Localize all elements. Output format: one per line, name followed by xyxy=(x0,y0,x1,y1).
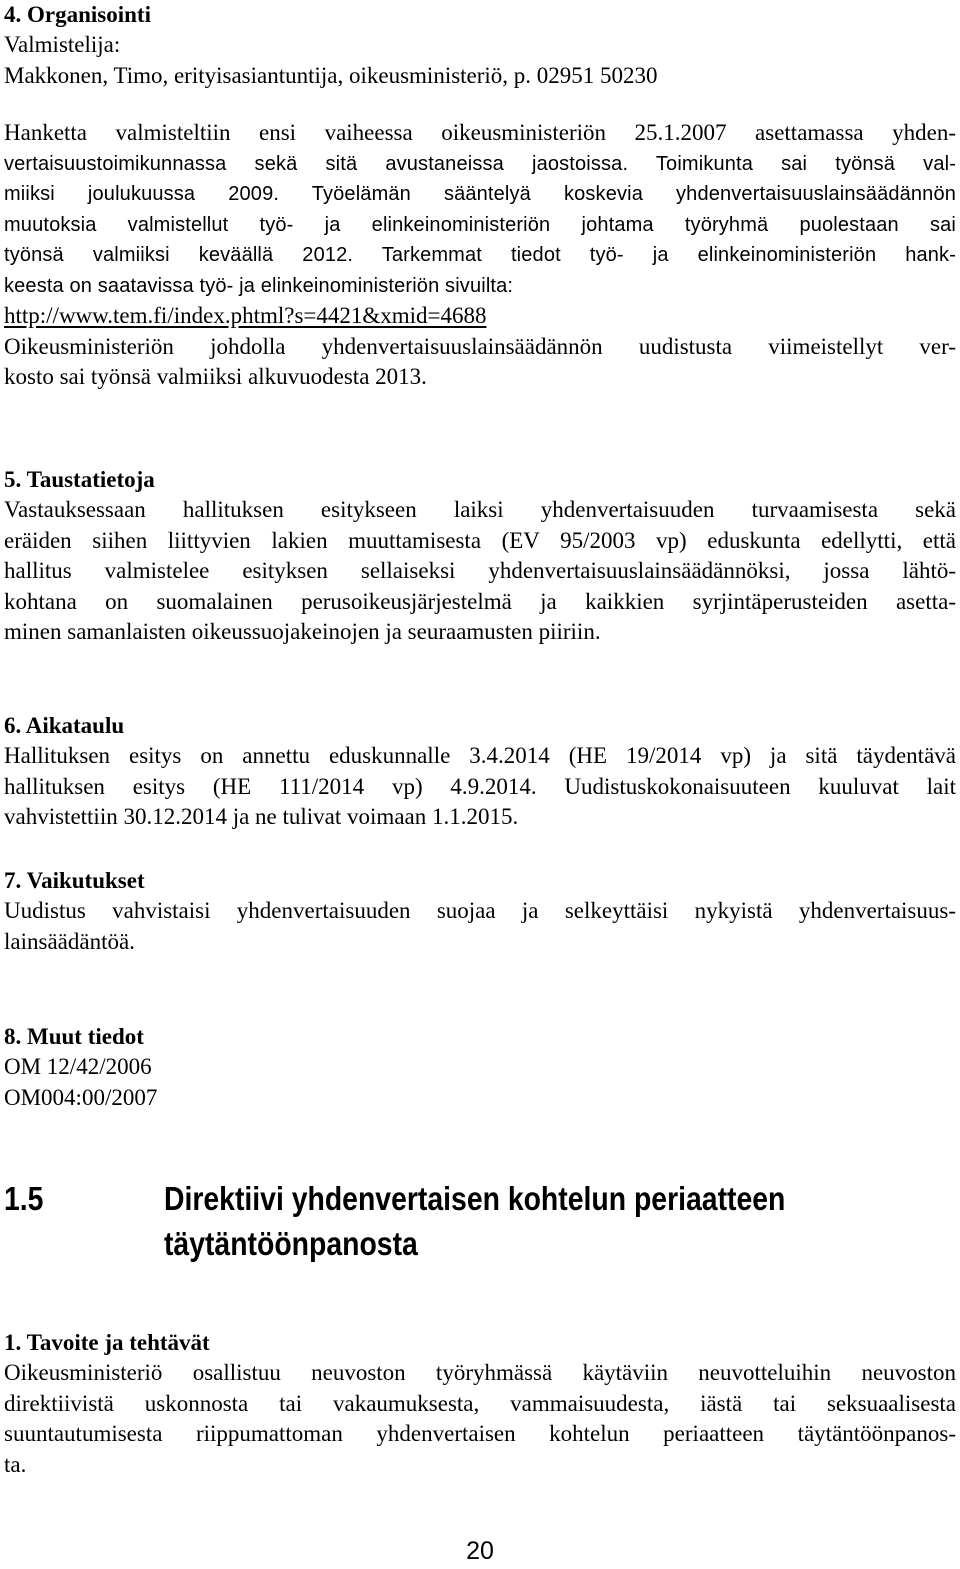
section-vaikutukset xyxy=(4,866,956,957)
paragraph-line: hallituksen esitys (HE 111/2014 vp) 4.9.2014. Uudistuskokonaisuuteen kuuluvat lait xyxy=(4,773,956,799)
section-heading: 1. Tavoite ja tehtävät xyxy=(4,1330,210,1355)
section-heading: 8. Muut tiedot xyxy=(4,1024,144,1049)
reference-number: OM 12/42/2006 xyxy=(4,1054,152,1079)
section-muut-tiedot xyxy=(4,1022,956,1113)
section-aikataulu xyxy=(4,711,956,833)
paragraph-line: lainsäädäntöä. xyxy=(4,928,135,954)
paragraph-line: työnsä valmiiksi keväällä 2012. Tarkemmat tiedot työ- ja elinkeinoministeriön hank- xyxy=(4,244,956,266)
preparer-info: Makkonen, Timo, erityisasiantuntija, oikeusministeriö, p. 02951 50230 xyxy=(4,62,658,88)
section-heading: 4. Organisointi xyxy=(4,2,151,27)
paragraph-line: eräiden siihen liittyvien lakien muuttamisesta (EV 95/2003 vp) eduskunta edellytti, että xyxy=(4,527,956,553)
link-line xyxy=(4,301,956,332)
page-number: 20 xyxy=(466,1537,494,1565)
paragraph-line: Uudistus vahvistaisi yhdenvertaisuuden suojaa ja selkeyttäisi nykyistä yhdenvertaisuus- xyxy=(4,898,956,923)
section-tavoite xyxy=(4,1328,956,1480)
paragraph-line: kosto sai työnsä valmiiksi alkuvuodesta 2013. xyxy=(4,364,427,389)
paragraph-line: miiksi joulukuussa 2009. Työelämän sääntelyä koskevia yhdenvertaisuuslainsäädännön xyxy=(4,183,956,205)
paragraph-line: direktiivistä uskonnosta tai vakaumuksesta, vammaisuudesta, iästä tai seksuaalisesta xyxy=(4,1390,956,1416)
paragraph-line: vertaisuustoimikunnassa sekä sitä avustaneissa jaostoissa. Toimikunta sai työnsä val- xyxy=(4,152,956,175)
paragraph-line: suuntautumisesta riippumattoman yhdenvertaisen kohtelun periaatteen täytäntöönpanos- xyxy=(4,1421,956,1446)
tem-project-link[interactable]: http://www.tem.fi/index.phtml?s=4421&xmid=4688 xyxy=(4,303,487,328)
paragraph-line: Oikeusministeriön johdolla yhdenvertaisuuslainsäädännön uudistusta viimeistellyt ver- xyxy=(4,333,956,359)
paragraph-line: Vastauksessaan hallituksen esitykseen laiksi yhdenvertaisuuden turvaamisesta sekä xyxy=(4,497,956,522)
section-organisointi xyxy=(4,0,956,91)
chapter-heading xyxy=(4,1176,823,1266)
chapter-number: 1.5 xyxy=(4,1180,44,1217)
chapter-title-continuation: täytäntöönpanosta xyxy=(163,1225,418,1262)
section-taustatietoja xyxy=(4,465,956,648)
section-heading: 6. Aikataulu xyxy=(4,713,125,738)
reference-number: OM004:00/2007 xyxy=(4,1084,158,1110)
preparer-label: Valmistelija: xyxy=(4,32,121,57)
paragraph-line: vahvistettiin 30.12.2014 ja ne tulivat voimaan 1.1.2015. xyxy=(4,804,519,829)
paragraph-line: Oikeusministeriö osallistuu neuvoston työryhmässä käytäviin neuvotteluihin neuvoston xyxy=(4,1360,956,1385)
section-heading: 7. Vaikutukset xyxy=(4,868,145,893)
paragraph-line: minen samanlaisten oikeussuojakeinojen ja seuraamusten piiriin. xyxy=(4,619,601,644)
paragraph-line: Hanketta valmisteltiin ensi vaiheessa oikeusministeriön 25.1.2007 asettamassa yhden- xyxy=(4,120,956,145)
paragraph-line: hallitus valmistelee esityksen sellaiseksi yhdenvertaisuuslainsäädännöksi, jossa lähtö- xyxy=(4,558,956,583)
chapter-title-line xyxy=(4,1176,823,1221)
section-heading: 5. Taustatietoja xyxy=(4,467,155,492)
chapter-title: Direktiivi yhdenvertaisen kohtelun periaatteen xyxy=(163,1180,786,1217)
paragraph-line: Hallituksen esitys on annettu eduskunnalle 3.4.2014 (HE 19/2014 vp) ja sitä täydentävä xyxy=(4,743,956,768)
paragraph-line: keesta on saatavissa työ- ja elinkeinoministeriön sivuilta: xyxy=(4,274,514,297)
paragraph-line: ta. xyxy=(4,1451,27,1477)
paragraph-line: muutoksia valmistellut työ- ja elinkeinoministeriön johtama työryhmä puolestaan sai xyxy=(4,213,956,236)
paragraph-line: kohtana on suomalainen perusoikeusjärjestelmä ja kaikkien syrjintäperusteiden asetta- xyxy=(4,588,956,614)
section-organisointi-body xyxy=(4,118,956,393)
